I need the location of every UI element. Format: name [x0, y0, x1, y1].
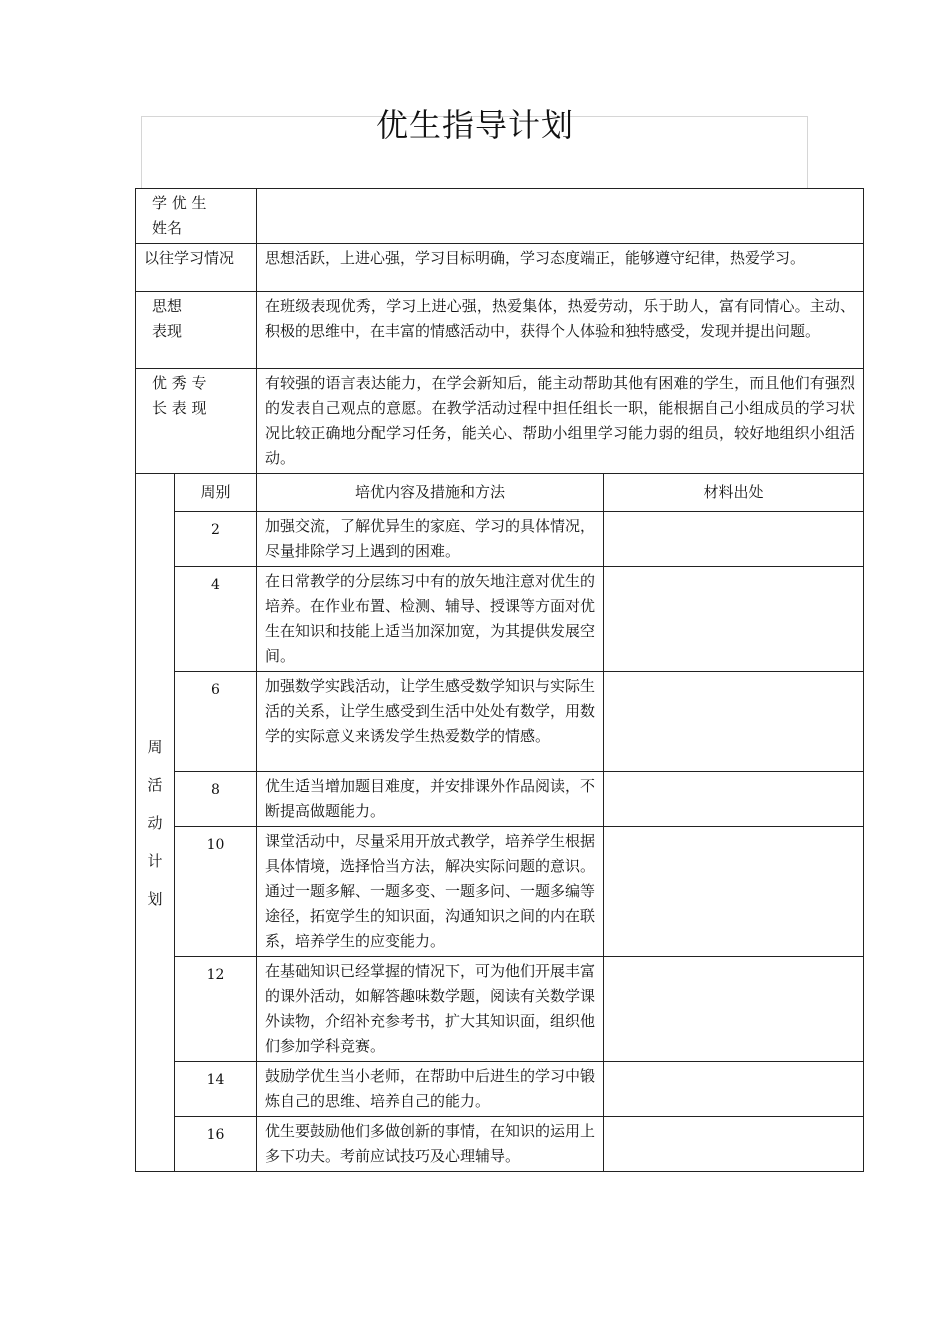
- side-label-char: 计: [147, 851, 163, 870]
- week-cell: 2: [175, 512, 257, 567]
- schedule-row: [136, 567, 864, 672]
- schedule-row: [136, 1062, 864, 1117]
- history-label: 以往学习情况: [136, 244, 257, 292]
- thought-label-line2: 表现: [152, 322, 183, 340]
- side-label-char: 划: [147, 889, 163, 908]
- schedule-side-label: [136, 474, 175, 1172]
- source-cell[interactable]: [604, 957, 864, 1062]
- name-label: [136, 189, 257, 244]
- side-label-char: 动: [147, 813, 163, 832]
- name-label-line1: 学 优 生: [152, 194, 207, 212]
- plan-table: [135, 188, 864, 1172]
- source-cell[interactable]: [604, 567, 864, 672]
- source-cell[interactable]: [604, 827, 864, 957]
- history-row: [136, 244, 864, 292]
- name-label-line2: 姓名: [152, 219, 183, 237]
- week-header: 周别: [175, 474, 257, 512]
- schedule-header-row: [136, 474, 864, 512]
- name-value[interactable]: [257, 189, 864, 244]
- talent-label-line1: 优 秀 专: [152, 374, 207, 392]
- schedule-row: [136, 672, 864, 772]
- week-cell: 14: [175, 1062, 257, 1117]
- content-cell[interactable]: 在基础知识已经掌握的情况下，可为他们开展丰富的课外活动，如解答趣味数学题，阅读有关数学课外读物，介绍补充参考书，扩大其知识面，组织他们参加学科竞赛。: [257, 957, 604, 1062]
- source-cell[interactable]: [604, 512, 864, 567]
- schedule-row: [136, 957, 864, 1062]
- week-cell: 16: [175, 1117, 257, 1172]
- source-cell[interactable]: [604, 672, 864, 772]
- thought-row: [136, 292, 864, 369]
- source-cell[interactable]: [604, 1117, 864, 1172]
- side-label-char: 周: [147, 737, 163, 756]
- page-title: 优生指导计划: [375, 106, 574, 144]
- history-value[interactable]: 思想活跃，上进心强，学习目标明确，学习态度端正，能够遵守纪律，热爱学习。: [257, 244, 864, 292]
- schedule-row: [136, 1117, 864, 1172]
- name-row: [136, 189, 864, 244]
- source-cell[interactable]: [604, 1062, 864, 1117]
- content-header: 培优内容及措施和方法: [257, 474, 604, 512]
- talent-row: [136, 369, 864, 474]
- talent-value[interactable]: 有较强的语言表达能力，在学会新知后，能主动帮助其他有困难的学生，而且他们有强烈的发表自己观点的意愿。在教学活动过程中担任组长一职，能根据自己小组成员的学习状况比较正确地分配学习任务，能关心、帮助小组里学习能力弱的组员，较好地组织小组活动。: [257, 369, 864, 474]
- week-cell: 4: [175, 567, 257, 672]
- content-cell[interactable]: 课堂活动中，尽量采用开放式教学，培养学生根据具体情境，选择恰当方法，解决实际问题的意识。通过一题多解、一题多变、一题多问、一题多编等途径，拓宽学生的知识面，沟通知识之间的内在联系，培养学生的应变能力。: [257, 827, 604, 957]
- source-header: 材料出处: [604, 474, 864, 512]
- thought-label: [136, 292, 257, 369]
- week-cell: 12: [175, 957, 257, 1062]
- schedule-row: [136, 772, 864, 827]
- content-cell[interactable]: 优生适当增加题目难度，并安排课外作品阅读，不断提高做题能力。: [257, 772, 604, 827]
- schedule-row: [136, 827, 864, 957]
- content-cell[interactable]: 鼓励学优生当小老师，在帮助中后进生的学习中锻炼自己的思维、培养自己的能力。: [257, 1062, 604, 1117]
- week-cell: 6: [175, 672, 257, 772]
- source-cell[interactable]: [604, 772, 864, 827]
- schedule-row: [136, 512, 864, 567]
- week-cell: 10: [175, 827, 257, 957]
- week-cell: 8: [175, 772, 257, 827]
- content-cell[interactable]: 在日常教学的分层练习中有的放矢地注意对优生的培养。在作业布置、检测、辅导、授课等方面对优生在知识和技能上适当加深加宽，为其提供发展空间。: [257, 567, 604, 672]
- talent-label: [136, 369, 257, 474]
- content-cell[interactable]: 加强交流，了解优异生的家庭、学习的具体情况，尽量排除学习上遇到的困难。: [257, 512, 604, 567]
- thought-value[interactable]: 在班级表现优秀，学习上进心强，热爱集体，热爱劳动，乐于助人，富有同情心。主动、积极的思维中，在丰富的情感活动中，获得个人体验和独特感受，发现并提出问题。: [257, 292, 864, 369]
- thought-label-line1: 思想: [152, 297, 183, 315]
- side-label-char: 活: [147, 775, 163, 794]
- content-cell[interactable]: 加强数学实践活动，让学生感受数学知识与实际生活的关系，让学生感受到生活中处处有数学，用数学的实际意义来诱发学生热爱数学的情感。: [257, 672, 604, 772]
- talent-label-line2: 长 表 现: [152, 399, 207, 417]
- content-cell[interactable]: 优生要鼓励他们多做创新的事情，在知识的运用上多下功夫。考前应试技巧及心理辅导。: [257, 1117, 604, 1172]
